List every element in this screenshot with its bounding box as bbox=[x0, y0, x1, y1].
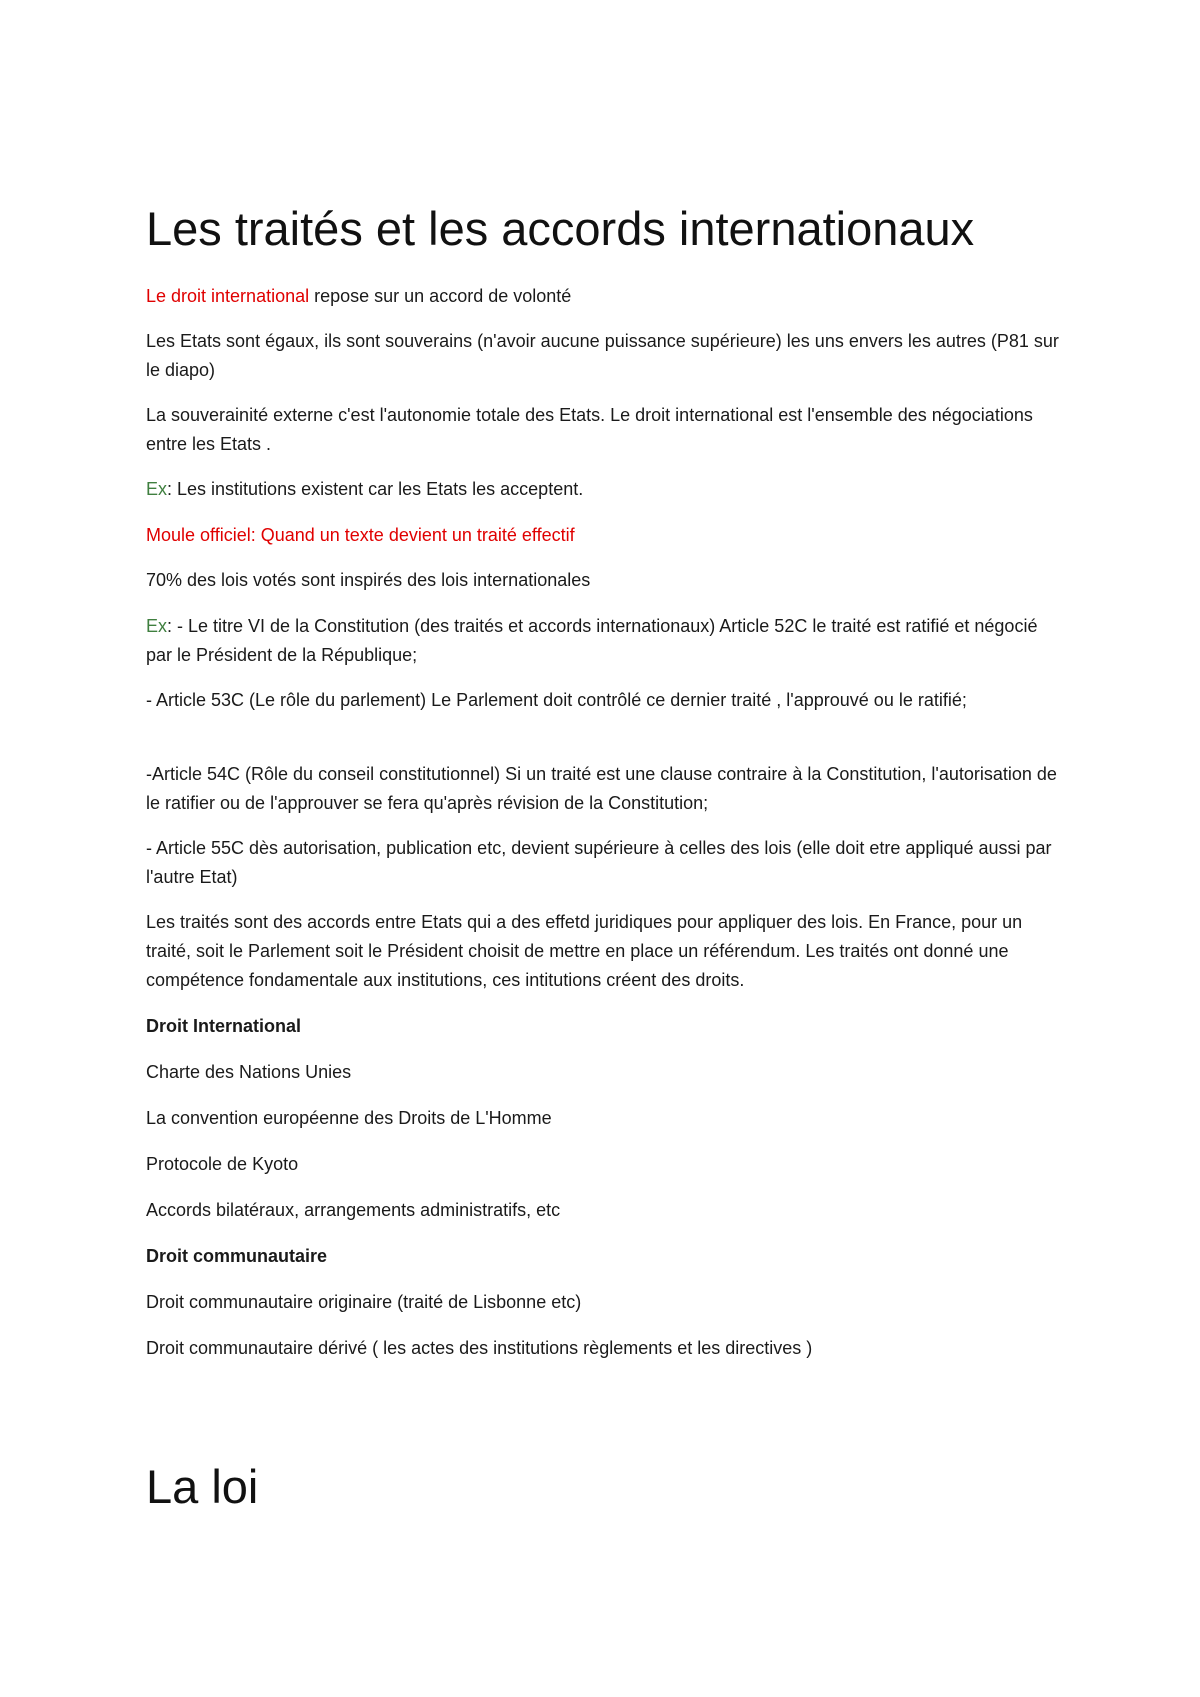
list-item: Charte des Nations Unies bbox=[146, 1062, 352, 1082]
list-item: Droit communautaire dérivé ( les actes des institutions règlements et les directives ) bbox=[146, 1338, 813, 1358]
paragraph-9: -Article 54C (Rôle du conseil constitutionnel) Si un traité est une clause contraire à la Constitution, l'autorisation de le ratifier ou de l'approuver se fera qu'après révision de la Constitution; bbox=[146, 764, 1057, 813]
paragraph-3: La souverainité externe c'est l'autonomie totale des Etats. Le droit international est l'ensemble des négociations entre les Etats . bbox=[146, 405, 1033, 454]
paragraph-8: - Article 53C (Le rôle du parlement) Le Parlement doit contrôlé ce dernier traité , l'approuvé ou le ratifié; bbox=[146, 690, 967, 710]
list-item: Protocole de Kyoto bbox=[146, 1154, 299, 1174]
paragraph-text: : - Le titre VI de la Constitution (des traités et accords internationaux) Article 52C le traité est ratifié et négocié par le Président de la République; bbox=[146, 616, 1038, 665]
section-heading-communautaire: Droit communautaire bbox=[146, 1246, 328, 1266]
paragraph-7 bbox=[146, 612, 1066, 670]
paragraph-10: - Article 55C dès autorisation, publication etc, devient supérieure à celles des lois (elle doit etre appliqué aussi par l'autre Etat) bbox=[146, 838, 1052, 887]
example-label: Ex bbox=[146, 479, 168, 499]
paragraph-5: Moule officiel: Quand un texte devient un traité effectif bbox=[146, 525, 575, 545]
paragraph-6: 70% des lois votés sont inspirés des lois internationales bbox=[146, 570, 591, 590]
paragraph-1 bbox=[146, 282, 1066, 311]
paragraph-4 bbox=[146, 475, 1066, 504]
highlight-term: Le droit international bbox=[146, 286, 310, 306]
example-label: Ex bbox=[146, 616, 168, 636]
document-title: Les traités et les accords internationaux bbox=[146, 202, 975, 255]
section-heading-international: Droit International bbox=[146, 1016, 302, 1036]
list-item: Accords bilatéraux, arrangements administratifs, etc bbox=[146, 1200, 561, 1220]
paragraph-11: Les traités sont des accords entre Etats qui a des effetd juridiques pour appliquer des lois. En France, pour un traité, soit le Parlement soit le Président choisit de mettre en place un référendum. Les traités ont donné une compétence fondamentale aux institutions, ces intitutions créent des droits. bbox=[146, 912, 1023, 990]
paragraph-text: repose sur un accord de volonté bbox=[309, 286, 572, 306]
section-title-la-loi: La loi bbox=[146, 1460, 259, 1513]
list-item: La convention européenne des Droits de L'Homme bbox=[146, 1108, 552, 1128]
paragraph-2: Les Etats sont égaux, ils sont souverains (n'avoir aucune puissance supérieure) les uns envers les autres (P81 sur le diapo) bbox=[146, 331, 1059, 380]
paragraph-text: : Les institutions existent car les Etats les acceptent. bbox=[167, 479, 584, 499]
list-item: Droit communautaire originaire (traité de Lisbonne etc) bbox=[146, 1292, 582, 1312]
